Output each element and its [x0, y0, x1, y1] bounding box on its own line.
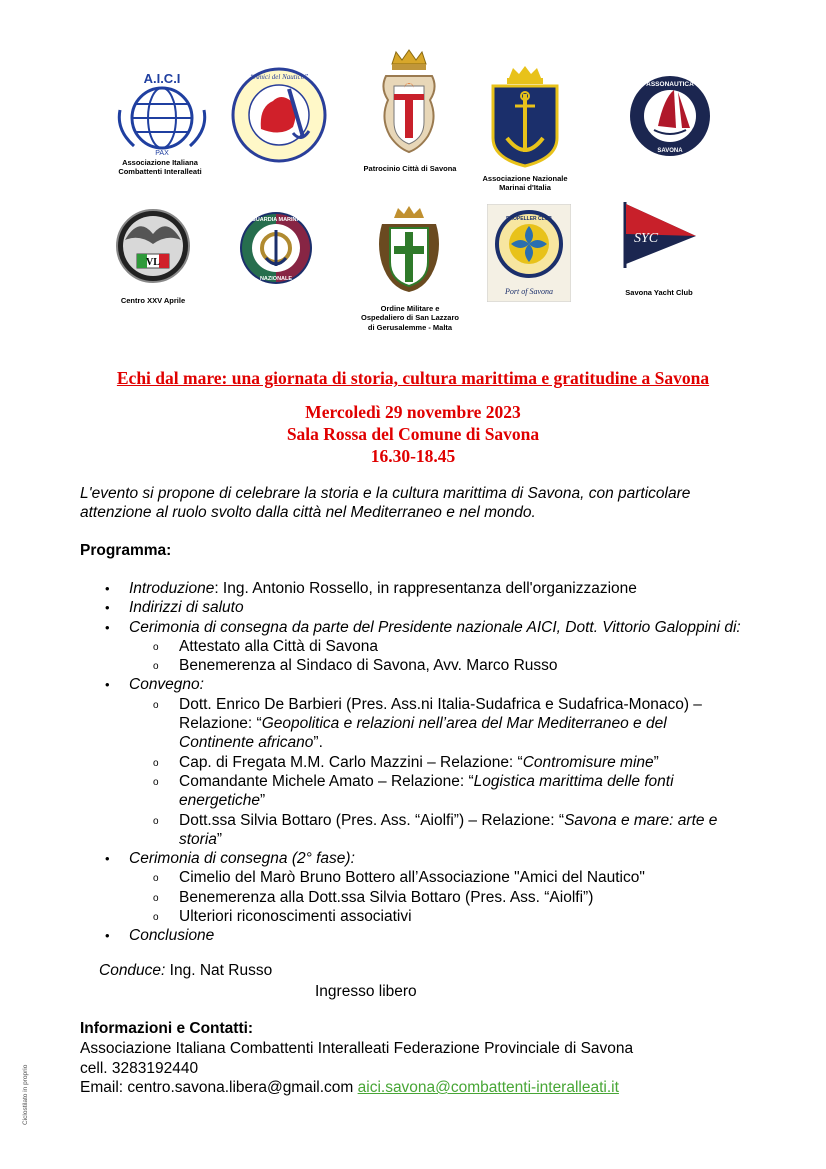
talk-title: Savona e mare: arte e storia	[179, 811, 718, 848]
event-date: Mercoledì 29 novembre 2023	[305, 402, 521, 422]
talk-close: ”	[653, 753, 659, 771]
assonautica-emblem-text: ASSONAUTICA	[646, 81, 694, 88]
assonautica-emblem-subtext: SAVONA	[657, 148, 683, 154]
guardia-marina-emblem-text: GUARDIA MARINA	[251, 217, 301, 223]
info-heading: Informazioni e Contatti:	[80, 1020, 254, 1037]
sub-item	[129, 753, 745, 772]
sub-item	[129, 811, 745, 850]
assonautica-logo	[628, 68, 712, 164]
conduce-line	[99, 962, 272, 980]
talk-close: ”.	[313, 734, 323, 752]
list-item	[105, 926, 745, 945]
marinai-italia-logo	[489, 66, 561, 168]
amici-nautico-emblem-text: “Amici del Nautico”	[249, 73, 309, 81]
amici-nautico-logo	[229, 67, 329, 163]
savona-city-logo	[378, 48, 440, 156]
item-text: : Ing. Antonio Rossello, in rappresentanza dell'organizzazione	[214, 580, 637, 597]
list-item	[105, 618, 745, 676]
talk-close: ”	[260, 792, 266, 810]
event-title: Echi dal mare: una giornata di storia, cultura marittima e gratitudine a Savona	[116, 368, 710, 388]
talk-speaker: Cap. di Fregata M.M. Carlo Mazzini – Relazione: “	[179, 753, 523, 771]
item-text: Cerimonia di consegna da parte del Presidente nazionale AICI, Dott. Vittorio Galoppini di:	[129, 618, 741, 636]
item-label: Introduzione	[129, 580, 215, 597]
sub-item: o Ulteriori riconoscimenti associativi	[129, 907, 745, 926]
savona-yacht-club-caption: Savona Yacht Club	[625, 288, 693, 297]
conduce-label: Conduce:	[99, 962, 166, 979]
info-email-prefix: Email: centro.savona.libera@gmail.com	[80, 1079, 358, 1096]
propeller-club-emblem-text: PROPELLER CLUB	[506, 216, 552, 222]
ordine-san-lazzaro-logo	[376, 204, 442, 294]
guardia-marina-emblem-subtext: NAZIONALE	[259, 276, 293, 282]
info-block	[80, 1039, 633, 1098]
centro-xxv-aprile-logo	[115, 206, 191, 288]
info-org: Associazione Italiana Combattenti Interalleati Federazione Provinciale di Savona	[80, 1040, 634, 1057]
propeller-club-logo	[487, 204, 571, 302]
talk-speaker: Dott. Enrico De Barbieri (Pres. Ass.ni Italia-Sudafrica e Sudafrica-Monaco) – Relazione: “	[179, 695, 702, 733]
ordine-san-lazzaro-caption: Ordine Militare e Ospedaliero di San Lazzaro di Gerusalemme - Malta	[361, 304, 459, 332]
savona-city-caption: Patrocinio Città di Savona	[363, 164, 457, 173]
aici-emblem-subtext: PAX	[155, 150, 169, 156]
sub-item: o Cimelio del Marò Bruno Bottero all’Associazione "Amici del Nautico"	[129, 868, 745, 887]
talk-title: Logistica marittima delle fonti energetiche	[179, 772, 674, 810]
item-text: Conclusione	[129, 927, 215, 945]
list-item	[105, 675, 745, 849]
side-note: Ciclostilato in proprio	[22, 1064, 29, 1125]
ingresso-libero: Ingresso libero	[315, 983, 417, 1000]
sub-item	[129, 695, 745, 753]
aici-caption: Associazione Italiana Combattenti Interalleati	[118, 158, 202, 177]
aici-logo	[112, 70, 212, 156]
list-item	[105, 849, 745, 926]
list-item	[105, 598, 745, 617]
event-time: 16.30-18.45	[370, 446, 456, 466]
marinai-italia-caption: Associazione Nazionale Marinai d'Italia	[482, 174, 568, 193]
program-list	[105, 579, 745, 946]
centro-xxv-aprile-caption: Centro XXV Aprile	[120, 296, 186, 305]
savona-yacht-club-logo	[622, 202, 698, 268]
item-text: Indirizzi di saluto	[129, 599, 244, 617]
talk-close: ”	[216, 830, 223, 848]
talk-title: Contromisure mine	[522, 753, 654, 771]
sub-item: o Benemerenza al Sindaco di Savona, Avv. Marco Russo	[129, 656, 745, 675]
propeller-club-emblem-subtext: Port of Savona	[505, 287, 553, 296]
sub-item	[129, 772, 745, 811]
talk-speaker: Comandante Michele Amato – Relazione: “	[179, 772, 474, 790]
list-item	[105, 579, 745, 598]
conduce-name: Ing. Nat Russo	[165, 962, 273, 979]
sub-item: o Benemerenza alla Dott.ssa Silvia Bottaro (Pres. Ass. “Aiolfi”)	[129, 888, 745, 907]
info-cell: cell. 3283192440	[80, 1059, 199, 1077]
event-venue: Sala Rossa del Comune di Savona	[286, 424, 540, 444]
sub-item: o Attestato alla Città di Savona	[129, 637, 745, 656]
talk-title: Geopolitica e relazioni nell’area del Mar Mediterraneo e del Continente africano	[179, 715, 667, 752]
guardia-marina-logo	[238, 210, 314, 286]
event-intro: L'evento si propone di celebrare la storia e la cultura marittima di Savona, con particolare attenzione al ruolo svolto dalla città nel Mediterraneo e nel mondo.	[80, 485, 691, 522]
centro-xxv-emblem-text: VL	[146, 257, 160, 268]
programma-heading: Programma:	[80, 542, 172, 559]
info-email	[80, 1078, 633, 1098]
item-text: Cerimonia di consegna (2° fase):	[129, 850, 355, 868]
email-link[interactable]: aici.savona@combattenti-interalleati.it	[357, 1079, 619, 1096]
talk-speaker: Dott.ssa Silvia Bottaro (Pres. Ass. “Aiolfi”) – Relazione: “	[179, 811, 565, 829]
syc-emblem-text: SYC	[633, 231, 659, 246]
aici-emblem-text: A.I.C.I	[143, 71, 181, 86]
item-text: Convegno:	[129, 676, 204, 694]
